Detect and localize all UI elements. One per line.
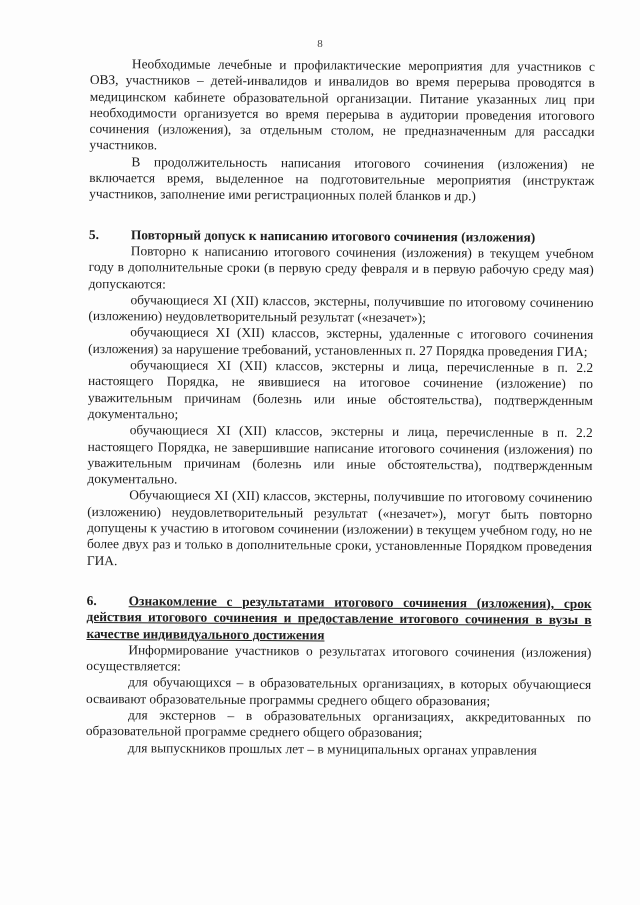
paragraph-duration: В продолжительность написания итогового сочинения (изложения) не включается время, выделенное на подготовительные мероприятия (инструктаж участников, заполнение ими регистрационных полей бланков и др.) [89, 154, 595, 204]
section-5-item-1: обучающиеся XI (XII) классов, экстерны, получившие по итоговому сочинению (изложению) неудовлетворительный результат («незачет»); [88, 292, 594, 326]
section-6-item-1: для обучающихся – в образовательных организациях, в которых обучающиеся осваивают образовательные программы среднего общего образования; [86, 674, 592, 709]
section-6-intro: Информирование участников о результатах итогового сочинения (изложения) осуществляется: [86, 642, 592, 674]
page-number: 8 [317, 38, 323, 50]
section-5-title: Повторный допуск к написанию итогового сочинения (изложения) [130, 226, 536, 245]
section-6-title: Ознакомление с результатами итогового сочинения (изложения), срок действия итогового сочинения и предоставление итогового сочинения в вузы в качестве индивидуального достижения [86, 593, 592, 642]
section-5-intro: Повторно к написанию итогового сочинения (изложения) в текущем учебном году в дополнительные сроки (в первую среду февраля и в первую рабочую среду мая) допускаются: [88, 243, 594, 292]
section-6-item-3: для выпускников прошлых лет – в муниципальных органах управления [127, 739, 537, 758]
section-5-item-4: обучающиеся XI (XII) классов, экстерны и лица, перечисленные в п. 2.2 настоящего Порядка, не завершившие написание итогового сочинения (изложения) по уважительным причинам (болезнь или иные обстоятельства), подтвержденным документально. [87, 422, 593, 487]
section-6-item-2: для экстернов – в образовательных организациях, аккредитованных по образовательной программе среднего общего образования; [85, 707, 592, 741]
section-6-number: 6. [86, 592, 97, 608]
document-body [86, 56, 595, 759]
section-5-item-3: обучающиеся XI (XII) классов, экстерны и лица, перечисленные в п. 2.2 настоящего Порядка, не явившиеся на итоговое сочинение (изложение) по уважительным причинам (болезнь или иные обстоятельства), подтвержденным документально; [87, 357, 594, 422]
section-5-item-2: обучающиеся XI (XII) классов, экстерны, удаленные с итогового сочинения (изложения) за нарушение требований, установленных п. 27 Порядка проведения ГИА; [88, 324, 594, 359]
paragraph-medical-measures: Необходимые лечебные и профилактические мероприятия для участников с ОВЗ, участников – детей-инвалидов и инвалидов во время перерыва проводятся в медицинском кабинете образовательной организации. Питание указанных лиц при необходимости организуется во время перерыва в аудитории проведения итогового сочинения (изложения), за отдельным столом, не предназначенным для рассадки участников. [89, 56, 595, 153]
section-5-number: 5. [88, 226, 100, 242]
section-6-heading [86, 593, 591, 645]
section-5-closing: Обучающиеся XI (XII) классов, экстерны, получившие по итоговому сочинению (изложению) неудовлетворительный результат («незачет»), могут быть повторно допущены к участию в итоговом сочинении (изложении) в текущем учебном году, но не более двух раз и только в дополнительные сроки, установленные Порядком проведения ГИА. [86, 487, 593, 568]
